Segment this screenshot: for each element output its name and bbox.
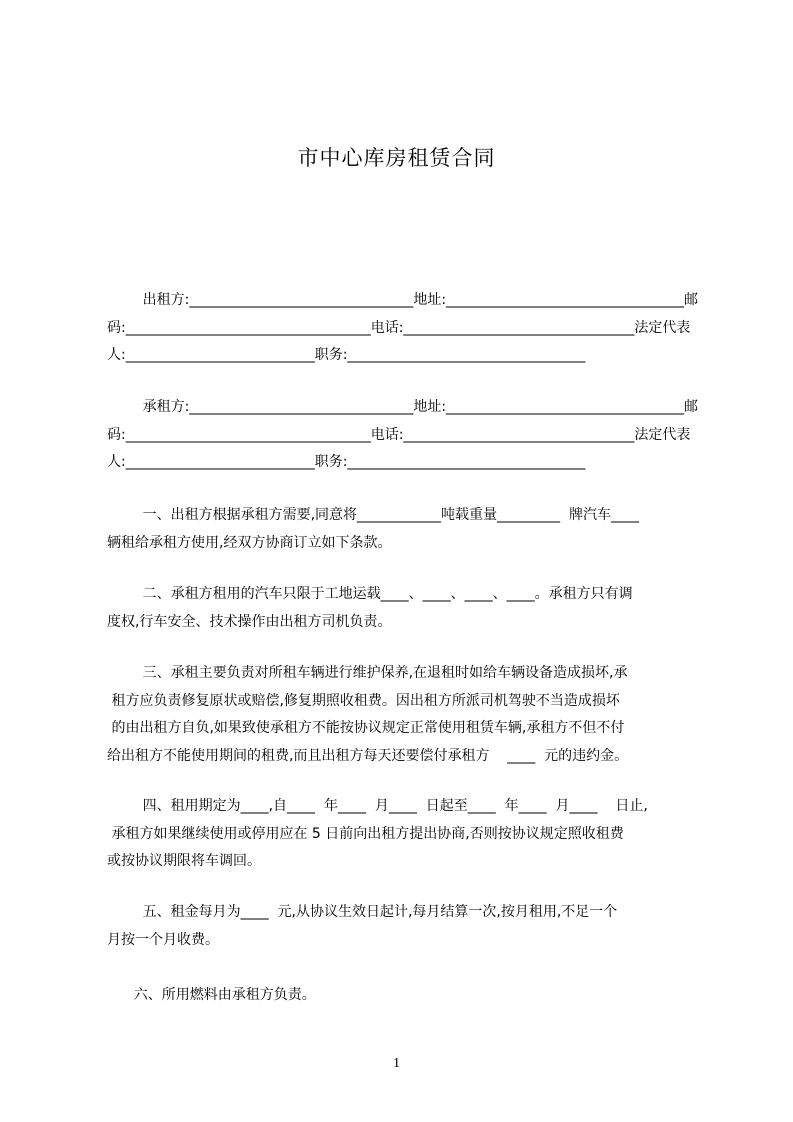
- clause-5-line-2: 月按一个月收费。: [107, 931, 219, 948]
- lessee-info-block: [107, 394, 701, 477]
- clause-3-line-1: 三、承租主要负责对所租车辆进行维护保养,在退租时如给车辆设备造成损坏,承: [107, 665, 628, 681]
- clause-1: [107, 502, 701, 557]
- clause-4-line-3: 或按协议期限将车调回。: [107, 853, 261, 869]
- document-title: 市中心库房租赁合同: [297, 146, 496, 170]
- clause-4: [107, 793, 701, 876]
- clause-6-line-1: 六、所用燃料由承租方负责。: [107, 987, 316, 1003]
- clause-2: [107, 581, 701, 636]
- lessee-line-1: 承租方:________________________________地址:__________________________________邮: [107, 399, 699, 415]
- lessor-line-2: 码:___________________________________电话:_________________________________法定代表: [107, 319, 691, 336]
- lessee-line-2: 码:___________________________________电话:_________________________________法定代表: [107, 426, 691, 443]
- lessee-line-3: 人:___________________________职务:__________________________________: [107, 454, 586, 470]
- clause-1-line-1: 一、出租方根据承租方需要,同意将____________吨载重量_________ 牌汽车____: [107, 507, 639, 523]
- lessor-line-1: 出租方:________________________________地址:__________________________________邮: [107, 292, 699, 308]
- clause-6: [107, 982, 701, 1010]
- lessor-info-block: [107, 287, 701, 370]
- page-number: 1: [393, 1056, 400, 1071]
- clause-4-line-1: 四、租用期定为____,自____ 年____ 月____ 日起至____ 年____ 月____ 日止,: [107, 798, 648, 814]
- clause-3: [107, 660, 701, 770]
- lessor-line-3: 人:___________________________职务:__________________________________: [107, 347, 586, 363]
- clause-3-line-4: 给出租方不能使用期间的租费,而且出租方每天还要偿付承租方 ____ 元的违约金。: [107, 747, 629, 764]
- clause-1-line-2: 辆租给承租方使用,经双方协商订立如下条款。: [107, 534, 392, 551]
- clause-5-line-1: 五、租金每月为____ 元,从协议生效日起计,每月结算一次,按月租用,不足一个: [107, 904, 618, 920]
- clause-4-line-2: 承租方如果继续使用或停用应在 5 日前向出租方提出协商,否则按协议规定照收租费: [107, 825, 624, 842]
- clause-3-line-2: 租方应负责修复原状或赔偿,修复期照收租费。因出租方所派司机驾驶不当造成损坏: [107, 692, 620, 709]
- clause-5: [107, 899, 701, 954]
- clause-2-line-2: 度权,行车安全、技术操作由出租方司机负责。: [107, 613, 392, 630]
- clause-2-line-1: 二、承租方租用的汽车只限于工地运载____、____、____、____。承租方只有调: [107, 586, 633, 602]
- clause-3-line-3: 的由出租方自负,如果致使承租方不能按协议规定正常使用租赁车辆,承租方不但不付: [107, 720, 625, 736]
